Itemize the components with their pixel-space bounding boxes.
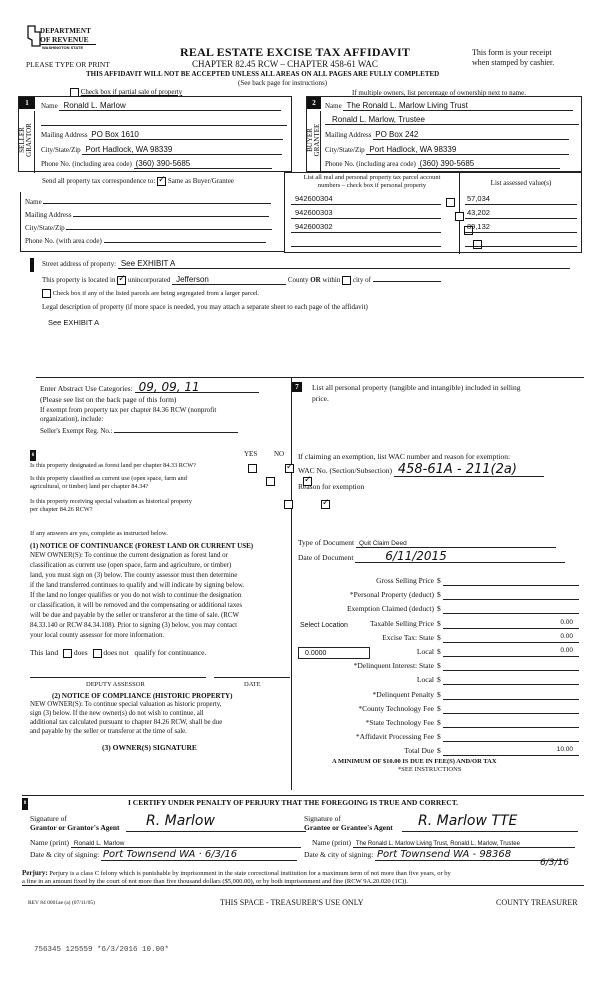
notice1-line: 84.33.140 or RCW 84.34.108). Prior to signing (3) below, you may contact [30, 622, 238, 629]
doc-date-field[interactable]: 6/11/2015 [355, 551, 565, 563]
grantor-sig-label-2: Grantor or Grantor's Agent [30, 823, 120, 832]
fee-label: Local [416, 647, 434, 656]
corr-city-field[interactable] [66, 222, 272, 230]
city-field[interactable] [373, 274, 441, 282]
yes-checkbox[interactable] [266, 477, 275, 486]
does-label: does [73, 648, 88, 657]
street-address-label: Street address of property: [42, 260, 117, 268]
fee-value-field[interactable]: 0.00 [443, 633, 579, 643]
question-text: Is this property classified as current use (open space, farm and [30, 475, 187, 482]
fee-label: Local [416, 675, 434, 685]
fee-label: *Affidavit Processing Fee [355, 732, 434, 742]
location-row [42, 274, 441, 285]
corr-phone-field[interactable] [104, 235, 266, 243]
abstract-box [36, 377, 292, 452]
seller-name-row [41, 101, 287, 111]
reason-label: Reason for exemption [298, 482, 365, 491]
personal-property-checkbox[interactable] [446, 198, 455, 207]
assessed-value-field[interactable] [465, 236, 577, 247]
parcel-table [284, 172, 582, 253]
abstract-use-field[interactable]: 09, 09, 11 [135, 382, 259, 393]
notice1-line: your local county assessor for more information. [30, 632, 165, 639]
parcel-number-field[interactable]: 942600304 [291, 194, 441, 205]
grantor-date-field[interactable]: Port Townsend WA · 6/3/16 [101, 850, 297, 861]
corr-city-label: City/State/Zip [25, 224, 65, 232]
corr-mailing-row [25, 209, 269, 219]
doc-type-label: Type of Document [298, 538, 355, 547]
assessed-value-field[interactable]: 89,132 [465, 222, 577, 233]
city-checkbox[interactable] [342, 276, 351, 285]
wac-field[interactable]: 458-61A - 211(2a) [394, 464, 544, 477]
fee-value-field[interactable] [443, 604, 579, 614]
segregated-label: Check box if any of the listed parcels are being segregated from a larger parcel. [52, 289, 260, 297]
owner-signature-title: (3) OWNER(S) SIGNATURE [102, 743, 197, 752]
form-title: REAL ESTATE EXCISE TAX AFFIDAVIT [180, 45, 411, 59]
multiple-owners-note: If multiple owners, list percentage of ownership next to name. [352, 89, 526, 97]
buyer-phone-field[interactable]: (360) 390-5685 [418, 159, 560, 169]
currency-symbol: $ [437, 703, 441, 713]
section-marker-3 [30, 258, 34, 272]
dor-logo [26, 24, 98, 52]
section-number-6: 6 [30, 450, 36, 461]
correspondence-box [20, 192, 285, 252]
buyer-section [306, 96, 582, 172]
logo-line2: OF REVENUE [40, 35, 89, 44]
segregated-row [42, 289, 259, 298]
grantee-name-row [312, 838, 575, 848]
grantor-date-label: Date & city of signing: [30, 850, 100, 859]
buyer-name-label: Name [325, 102, 342, 110]
county-label: County [287, 276, 309, 284]
currency-symbol: $ [437, 675, 441, 685]
parcel-header [287, 174, 457, 189]
select-location-label[interactable]: Select Location [300, 622, 348, 629]
abstract-use-label: Enter Abstract Use Categories: [40, 384, 133, 393]
buyer-city-label: City/State/Zip [325, 146, 365, 154]
currency-symbol: $ [437, 661, 441, 671]
no-header: NO [274, 450, 285, 458]
notice1-line: or classification, it will be removed and the compensating or additional taxes [30, 602, 243, 609]
fee-value-field[interactable] [443, 732, 579, 742]
corr-city-row [25, 222, 272, 232]
fee-label: *Delinquent Penalty [372, 689, 434, 699]
fee-label: *Delinquent Interest: State [353, 661, 434, 671]
doc-type-field[interactable]: Quit Claim Deed [356, 540, 556, 548]
notice1-line: classification as current use (open space, farm and agriculture, or timber) [30, 562, 232, 569]
grantee-sig-label-2: Grantee or Grantee's Agent [304, 823, 393, 832]
fee-label: *County Technology Fee [358, 703, 434, 713]
fee-value-field[interactable] [443, 675, 579, 685]
buyer-mailing-label: Mailing Address [325, 131, 372, 139]
correspondence-label: Send all property tax correspondence to: [42, 177, 156, 186]
grantee-sig-label-1: Signature of [304, 814, 341, 823]
abstract-use-row [40, 382, 259, 393]
fee-value-field[interactable]: 0.00 [443, 619, 579, 629]
partial-sale-label: Check box if partial sale of property [80, 88, 183, 97]
abstract-see-list: (Please see list on the back page of this form) [40, 395, 177, 404]
seller-phone-row [41, 159, 272, 169]
personal-property-label-2: price. [312, 394, 329, 403]
fee-value-field[interactable] [443, 704, 579, 714]
fee-label: *Personal Property (deduct) [349, 590, 434, 600]
correspondence-row [42, 177, 234, 186]
fee-label: Taxable Selling Price [369, 618, 434, 628]
county-treasurer-label: COUNTY TREASURER [496, 898, 578, 907]
legal-description-label: Legal description of property (if more space is needed, you may attach a separate sheet to each page of the affidavit) [42, 303, 368, 311]
corr-name-row [25, 196, 271, 206]
grantor-date-row [30, 850, 297, 861]
corr-name-label: Name [25, 198, 42, 206]
grantor-name-label: Name (print) [30, 838, 69, 847]
notice1-line: NEW OWNER(S): To continue the current designation as forest land or [30, 552, 228, 559]
value-header: List assessed value(s) [490, 179, 552, 187]
yes-checkbox[interactable] [248, 464, 257, 473]
grantee-date-secondary: 6/3/16 [540, 858, 569, 868]
form-number: REV 84 0001ae (a) (07/11/05) [28, 900, 95, 906]
receipt-note-2: when stamped by cashier. [472, 58, 555, 67]
located-label: This property is located in [42, 276, 116, 284]
currency-symbol: $ [437, 590, 441, 600]
currency-symbol: $ [437, 647, 441, 656]
currency-symbol: $ [437, 718, 441, 727]
seller-mailing-label: Mailing Address [41, 131, 88, 139]
buyer-phone-label: Phone No. (including area code) [325, 160, 416, 168]
fee-label: Total Due [404, 746, 434, 756]
form-subtitle: CHAPTER 82.45 RCW – CHAPTER 458-61 WAC [192, 59, 378, 69]
perjury-text-2: a fine in an amount fixed by the court of not more than five thousand dollars ($5,000.00), or by both imprisonment and fine (RCW 9A.20.020 (1C)). [22, 878, 584, 886]
fee-label: *State Technology Fee [365, 718, 434, 727]
certify-statement: I CERTIFY UNDER PENALTY OF PERJURY THAT THE FOREGOING IS TRUE AND CORRECT. [128, 798, 459, 807]
fee-value-field[interactable] [443, 661, 579, 671]
grantee-name-label: Name (print) [312, 838, 351, 847]
wac-row [298, 464, 544, 477]
corr-name-field[interactable] [43, 196, 271, 204]
notice2-line: sign (3) below. If the new owner(s) do not wish to continue, all [30, 710, 204, 717]
grantor-label: GRANTOR [25, 123, 33, 157]
corr-mailing-label: Mailing Address [25, 211, 72, 219]
question-text: Is this property receiving special valuation as historical property [30, 498, 192, 505]
section-number-8: 8 [22, 798, 28, 810]
grantor-sig-label-1: Signature of [30, 814, 67, 823]
currency-symbol: $ [437, 746, 441, 756]
question-text-cont: agricultural, or timber) land per chapter 84.34? [30, 483, 149, 490]
notice2-line: additional tax calculated pursuant to chapter 84.26 RCW, shall be due [30, 719, 223, 726]
this-land-label: This land [30, 648, 59, 657]
seller-name-field[interactable]: Ronald L. Marlow [59, 101, 281, 111]
unincorporated-label: unincorporated [127, 276, 171, 284]
seller-phone-label: Phone No. (including area code) [41, 160, 132, 168]
yes-header: YES [244, 450, 258, 458]
if-yes-note: If any answers are yes, complete as instructed below. [30, 530, 168, 537]
please-type: PLEASE TYPE OR PRINT [26, 60, 110, 69]
grantor-name-field[interactable]: Ronald L. Marlow [71, 840, 301, 848]
seller-city-label: City/State/Zip [41, 146, 81, 154]
notice2-line: and payable by the seller or transferor at the time of sale. [30, 728, 187, 735]
street-address-row [42, 259, 570, 269]
abstract-exempt-line2: organization), include: [40, 415, 104, 423]
notice1-line: will be due and payable by the seller or transferor at the time of sale. (RCW [30, 612, 239, 619]
fee-value-field[interactable] [443, 718, 579, 728]
same-as-buyer-checkbox[interactable] [157, 177, 166, 186]
buyer-name-row [325, 101, 573, 111]
grantee-date-label: Date & city of signing: [304, 850, 374, 859]
form-warning: THIS AFFIDAVIT WILL NOT BE ACCEPTED UNLESS ALL AREAS ON ALL PAGES ARE FULLY COMPLETED [86, 70, 440, 78]
parcel-header-line1: List all real and personal property tax parcel account [303, 174, 441, 181]
notice1-line: land, you must sign on (3) below. The county assessor must then determine [30, 572, 238, 579]
logo-line3: WASHINGTON STATE [42, 45, 84, 50]
exemption-label: If claiming an exemption, list WAC number and reason for exemption: [298, 452, 511, 461]
buyer-city-field[interactable]: Port Hadlock, WA 98339 [366, 145, 569, 155]
minimum-note: A MINIMUM OF $10.00 IS DUE IN FEE(S) AND/OR TAX [332, 758, 497, 765]
grantee-name-field[interactable]: The Ronald L. Marlow Living Trust, Ronald L. Marlow, Trustee [353, 841, 575, 848]
see-instructions: *SEE INSTRUCTIONS [398, 766, 462, 773]
perjury-line1: Perjury is a class C felony which is punishable by imprisonment in the state correctional institution for a maximum term of not more than five years, or by [49, 870, 451, 877]
seller-label: SELLER [18, 127, 26, 153]
personal-property-label-1: List all personal property (tangible and intangible) included in selling [312, 383, 521, 392]
buyer-phone-row [325, 159, 560, 169]
or-label: OR [310, 276, 321, 284]
grantee-label: GRANTEE [313, 123, 321, 157]
currency-symbol: $ [437, 576, 441, 585]
seller-name2-field[interactable] [41, 125, 287, 126]
does-not-checkbox[interactable] [93, 649, 102, 658]
seller-mailing-row [41, 130, 283, 140]
seller-mailing-field[interactable]: PO Box 1610 [89, 130, 283, 140]
receipt-note-1: This form is your receipt [472, 48, 552, 57]
seller-city-row [41, 145, 282, 155]
currency-symbol: $ [437, 618, 441, 628]
deputy-assessor-signature-line[interactable] [30, 677, 206, 678]
fee-label: Excise Tax: State [382, 632, 434, 642]
assessed-value-field[interactable]: 57,034 [465, 194, 577, 205]
corr-phone-label: Phone No. (with area code) [25, 237, 102, 245]
buyer-name2-field[interactable]: Ronald L. Marlow, Trustee [325, 115, 579, 125]
doc-date-row [298, 551, 565, 563]
currency-symbol: $ [437, 604, 441, 614]
seller-city-field[interactable]: Port Hadlock, WA 98339 [82, 145, 282, 155]
treasurer-space-label: THIS SPACE - TREASURER'S USE ONLY [220, 898, 364, 907]
question-text: Is this property designated as forest land per chapter 84.33 RCW? [30, 462, 196, 469]
buyer-label: BUYER [306, 128, 314, 152]
section-number-1: 1 [19, 97, 35, 109]
corr-phone-row [25, 235, 266, 245]
notice1-title: (1) NOTICE OF CONTINUANCE (FOREST LAND OR CURRENT USE) [30, 542, 254, 550]
currency-symbol: $ [437, 689, 441, 699]
wac-label: WAC No. (Section/Subsection) [298, 466, 392, 475]
doc-type-row [298, 538, 556, 548]
seller-name-label: Name [41, 102, 58, 110]
buyer-side-label [307, 111, 321, 173]
doc-date-label: Date of Document [298, 553, 354, 562]
corr-mailing-field[interactable] [73, 209, 269, 217]
currency-symbol: $ [437, 732, 441, 742]
grantor-signature-field[interactable]: R. Marlow [126, 812, 306, 832]
receipt-stamp: 756345 125559 *6/3/2016 10.00* [34, 946, 170, 954]
fee-value-field[interactable] [443, 690, 579, 700]
section-number-2: 2 [307, 97, 321, 109]
qualify-label: qualify for continuance. [134, 648, 207, 657]
assessed-value-field[interactable]: 43,202 [465, 208, 577, 219]
see-back-note: (See back page for instructions) [238, 79, 328, 87]
segregated-checkbox[interactable] [42, 289, 51, 298]
within-label: within [322, 276, 341, 284]
seller-reg-label: Seller's Exempt Reg. No.: [40, 427, 113, 435]
does-not-label: does not [103, 648, 129, 657]
legal-description-value[interactable]: See EXHIBIT A [48, 318, 100, 327]
street-address-field[interactable]: See EXHIBIT A [118, 259, 570, 269]
section-number-7: 7 [292, 382, 302, 392]
notice2-line: NEW OWNER(S): To continue special valuation as historic property, [30, 701, 222, 708]
continuance-row [30, 648, 206, 658]
rate-box[interactable]: 0.0000 [298, 647, 370, 659]
notice1-line: If the land no longer qualifies or you do not wish to continue the designation [30, 592, 242, 599]
fee-value-field[interactable]: 10.00 [443, 746, 579, 756]
unincorporated-checkbox[interactable] [117, 276, 126, 285]
section6-box [30, 450, 292, 790]
certification-box [22, 795, 584, 885]
grantee-date-field[interactable]: Port Townsend WA - 98368 [375, 850, 565, 861]
grantor-name-row [30, 838, 301, 848]
fee-label: Exemption Claimed (deduct) [346, 604, 434, 614]
deputy-assessor-label: DEPUTY ASSESSOR [86, 681, 145, 688]
seller-phone-field[interactable]: (360) 390-5685 [134, 159, 272, 169]
parcel-number-field[interactable]: 942600303 [291, 208, 441, 219]
parcel-number-field[interactable]: 942600302 [291, 222, 441, 233]
buyer-name-field[interactable]: The Ronald L. Marlow Living Trust [343, 101, 573, 111]
notice1-line: if the land transferred continues to qualify and will indicate by signing below. [30, 582, 245, 589]
fee-value-field[interactable] [443, 576, 579, 586]
currency-symbol: $ [437, 632, 441, 642]
perjury-text-1 [22, 869, 584, 877]
date-label: DATE [244, 681, 261, 688]
assessor-date-line[interactable] [214, 677, 290, 678]
city-label: city of [352, 276, 371, 284]
county-field[interactable]: Jefferson [172, 275, 286, 285]
same-as-buyer-label: Same as Buyer/Grantee [167, 177, 234, 186]
buyer-mailing-field[interactable]: PO Box 242 [373, 130, 569, 140]
personal-property-checkbox[interactable] [455, 212, 464, 221]
fee-label: Gross Selling Price [376, 576, 434, 585]
section7-box [292, 377, 584, 790]
buyer-mailing-row [325, 130, 569, 140]
seller-section [18, 96, 292, 172]
fee-value-field[interactable] [443, 590, 579, 600]
perjury-bold: Perjury: [22, 869, 48, 877]
seller-reg-row [40, 425, 238, 435]
parcel-header-line2: numbers – check box if personal property [317, 181, 427, 189]
seller-side-label [19, 111, 35, 173]
does-checkbox[interactable] [63, 649, 72, 658]
grantee-signature-field[interactable]: R. Marlow TTE [402, 812, 578, 832]
parcel-number-field[interactable] [291, 236, 441, 247]
notice2-title: (2) NOTICE OF COMPLIANCE (HISTORIC PROPERTY) [52, 692, 233, 700]
question-text-cont: per chapter 84.26 RCW? [30, 506, 93, 513]
abstract-exempt-line1: If exempt from property tax per chapter 84.36 RCW (nonprofit [40, 406, 217, 414]
grantee-date-row [304, 850, 565, 861]
buyer-city-row [325, 145, 569, 155]
seller-reg-field[interactable] [114, 425, 238, 433]
fee-value-field[interactable]: 0.00 [443, 647, 579, 657]
logo-line1: DEPARTMENT [40, 27, 92, 35]
